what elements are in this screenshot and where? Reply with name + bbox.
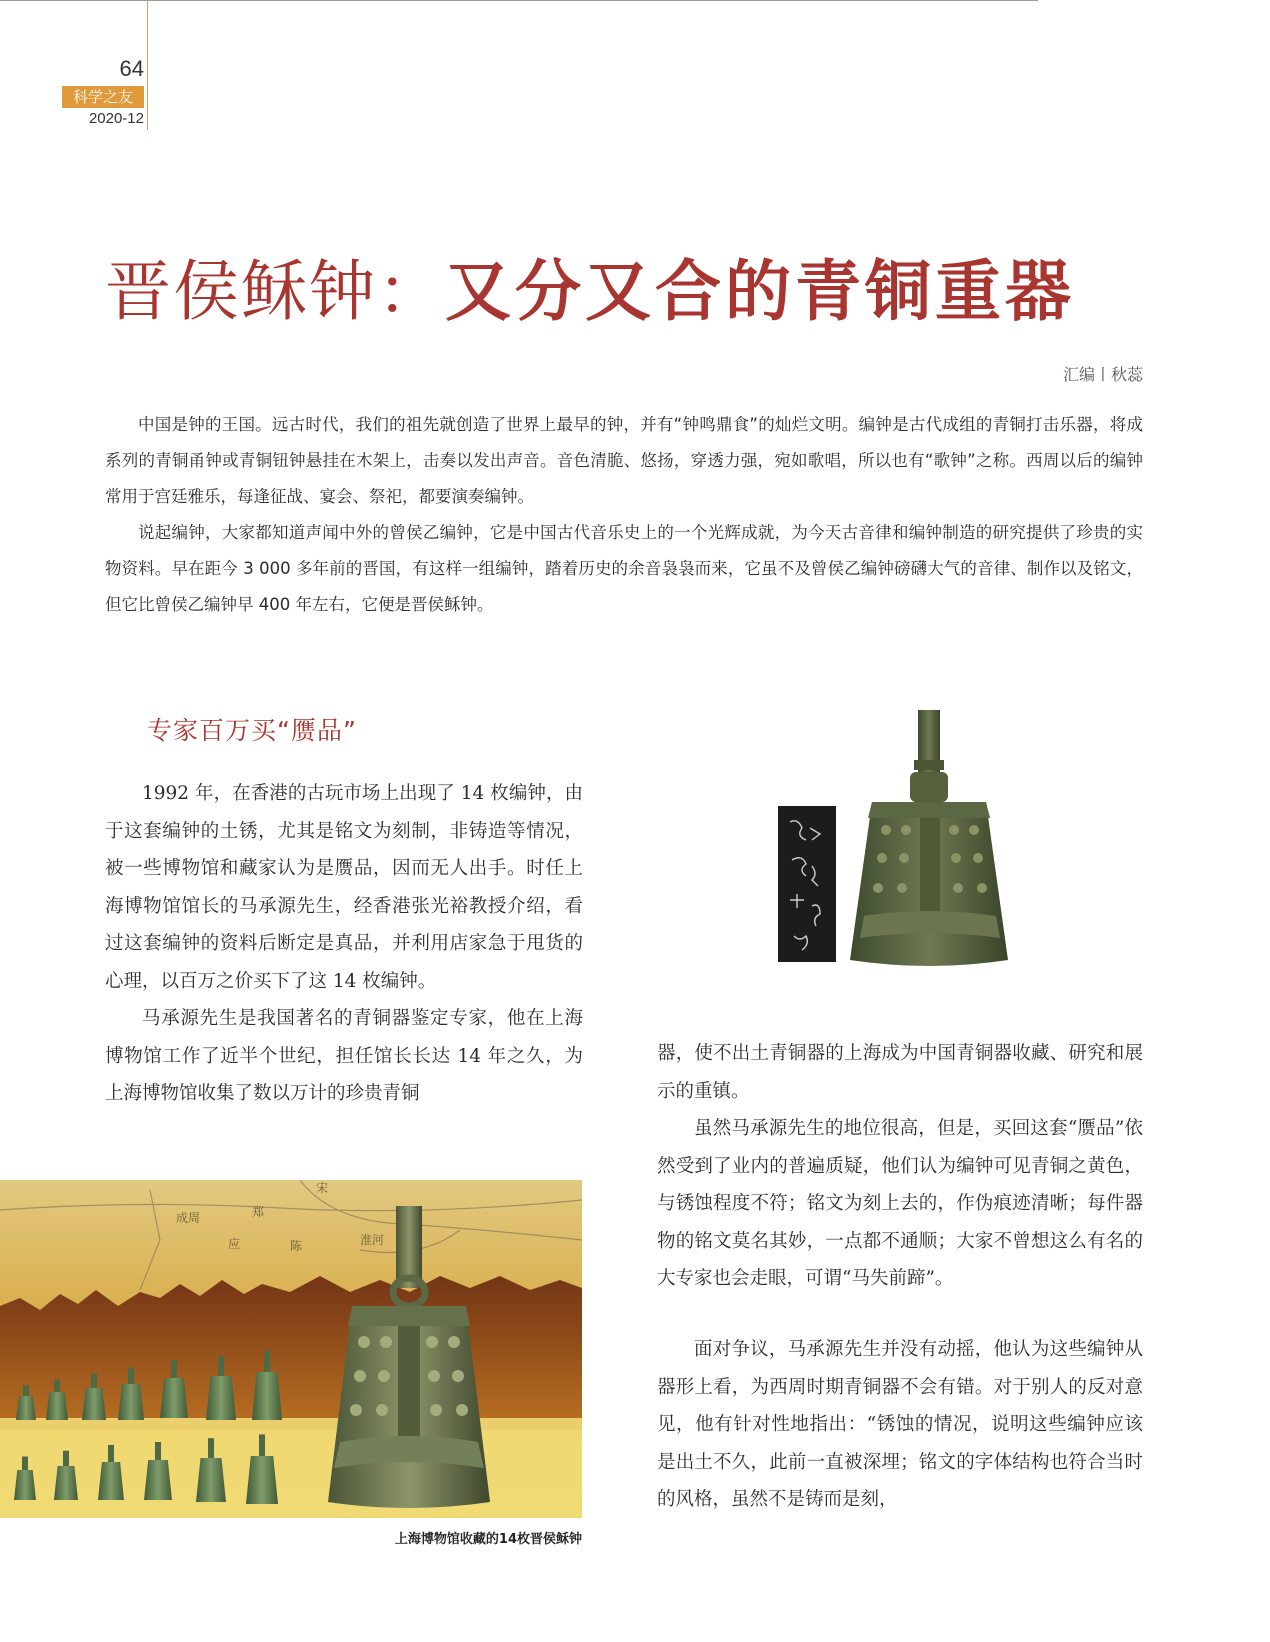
small-bell	[16, 1396, 36, 1420]
body-right-column-continued	[657, 1035, 1143, 1110]
body-paragraph: 马承源先生是我国著名的青铜器鉴定专家，他在上海博物馆工作了近半个世纪，担任馆长长达 14 年之久，为上海博物馆收集了数以万计的珍贵青铜	[105, 1008, 583, 1104]
intro-paragraph: 说起编钟，大家都知道声闻中外的曾侯乙编钟，它是中国古代音乐史上的一个光辉成就，为今天古音律和编钟制造的研究提供了珍贵的实物资料。早在距今 3 000 多年前的晋国，有这样一组编钟，踏着历史的余音袅袅而来，它虽不及曾侯乙编钟磅礴大气的音律、制作以及铭文，但它比曾侯乙编钟早 400 年左右，它便是晋侯稣钟。	[105, 523, 1143, 614]
map-label: 应	[228, 1237, 241, 1251]
bell-with-inscription-rubbing-image	[760, 710, 1090, 1010]
small-bell	[144, 1460, 172, 1500]
small-bell	[14, 1470, 36, 1500]
intro-rule	[0, 0, 1038, 1]
header-divider-line	[147, 0, 148, 130]
body-paragraph: 虽然马承源先生的地位很高，但是，买回这套“赝品”依然受到了业内的普遍质疑，他们认为编钟可见青铜之黄色，与锈蚀程度不符；铭文为刻上去的，作伪痕迹清晰；每件器物的铭文莫名其妙，一点都不通顺；大家不曾想这么有名的大专家也会走眼，可谓“马失前蹄”。	[657, 1118, 1143, 1289]
small-bell-shank	[54, 1379, 60, 1392]
issue-date: 2020-12	[88, 110, 144, 127]
body-right-column	[657, 1331, 1143, 1519]
small-bell-shank	[171, 1360, 177, 1378]
magazine-name-badge: 科学之友	[62, 86, 144, 108]
section-heading: 专家百万买“赝品”	[147, 716, 357, 745]
body-right-column	[657, 1110, 1143, 1298]
small-bell	[206, 1376, 236, 1420]
small-bell	[98, 1462, 124, 1500]
small-bell	[118, 1384, 144, 1420]
small-bell	[196, 1458, 226, 1502]
map-label: 淮河	[360, 1233, 385, 1247]
intro-paragraph: 中国是钟的王国。远古时代，我们的祖先就创造了世界上最早的钟，并有“钟鸣鼎食”的灿烂文明。编钟是古代成组的青铜打击乐器，将成系列的青铜甬钟或青铜钮钟悬挂在木架上，击奏以发出声音。音色清脆、悠扬，穿透力强，宛如歌唱，所以也有“歌钟”之称。西周以后的编钟常用于宫廷雅乐，每逢征战、宴会、祭祀，都要演奏编钟。	[105, 415, 1143, 506]
small-bell-shank	[22, 1457, 28, 1471]
title-part-2: 又分又合的青铜重器	[445, 253, 1075, 330]
page-number: 64	[119, 56, 144, 81]
small-bell-shank	[108, 1445, 114, 1462]
article-title	[105, 252, 1205, 332]
byline: 汇编丨秋蕊	[1062, 365, 1143, 384]
body-paragraph: 器，使不出土青铜器的上海成为中国青铜器收藏、研究和展示的重镇。	[657, 1043, 1143, 1102]
small-bell	[46, 1392, 68, 1420]
figure-caption: 上海博物馆收藏的14枚晋侯稣钟	[394, 1532, 582, 1547]
map-label: 成周	[176, 1211, 201, 1225]
bell-set-on-map-image	[0, 1180, 582, 1518]
small-bell	[160, 1378, 188, 1418]
small-bell-shank	[208, 1438, 214, 1458]
small-bell-shank	[63, 1451, 69, 1466]
body-left-column	[105, 775, 583, 1113]
small-bell	[82, 1388, 106, 1420]
title-part-1: 晋侯稣钟：	[105, 253, 445, 330]
small-bell-shank	[155, 1442, 161, 1460]
intro-text	[105, 407, 1143, 623]
small-bell	[252, 1372, 282, 1420]
small-bell	[54, 1466, 78, 1500]
map-label: 郑	[252, 1205, 265, 1219]
small-bell-shank	[23, 1385, 29, 1396]
small-bell-shank	[91, 1374, 97, 1388]
small-bell-shank	[128, 1368, 134, 1384]
small-bell-shank	[259, 1434, 265, 1456]
map-label: 陈	[290, 1239, 303, 1253]
body-paragraph: 1992 年，在香港的古玩市场上出现了 14 枚编钟，由于这套编钟的土锈，尤其是铭文为刻制，非铸造等情况，被一些博物馆和藏家认为是赝品，因而无人出手。时任上海博物馆馆长的马承源先生，经香港张光裕教授介绍，看过这套编钟的资料后断定是真品，并利用店家急于甩货的心理，以百万之价买下了这 14 枚编钟。	[105, 783, 583, 992]
small-bell-shank	[218, 1356, 224, 1376]
map-label: 宋	[316, 1181, 329, 1195]
body-paragraph: 面对争议，马承源先生并没有动摇，他认为这些编钟从器形上看，为西周时期青铜器不会有错。对于别人的反对意见，他有针对性地指出：“锈蚀的情况，说明这些编钟应该是出土不久，此前一直被深埋；铭文的字体结构也符合当时的风格，虽然不是铸而是刻，	[657, 1339, 1143, 1510]
small-bell-shank	[264, 1350, 270, 1372]
small-bell	[246, 1456, 278, 1504]
